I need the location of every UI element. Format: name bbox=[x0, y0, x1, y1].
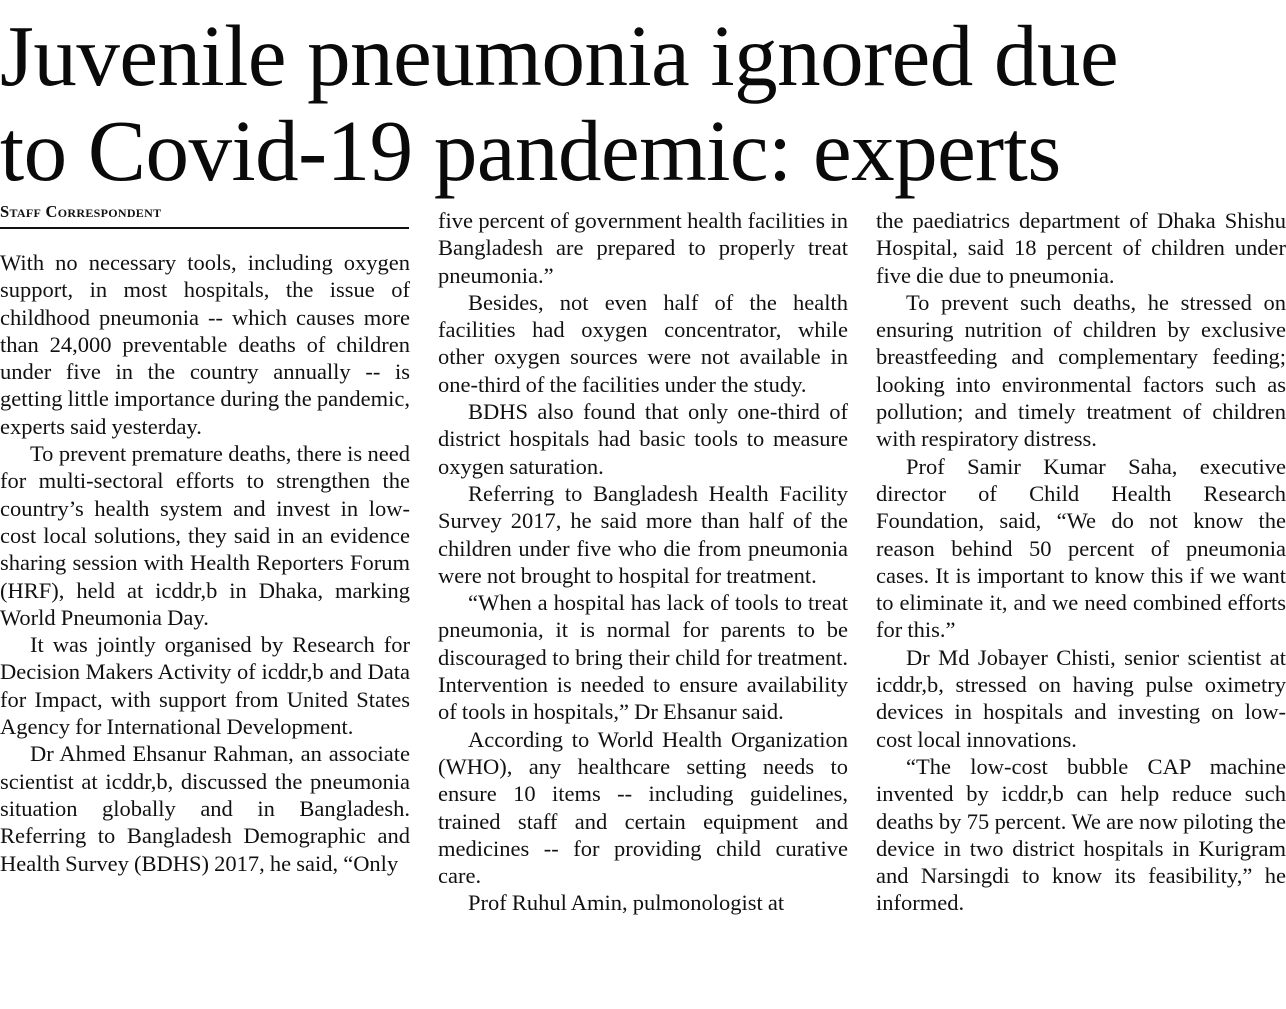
paragraph: Prof Samir Kumar Saha, executive director of Child Health Research Foundation, said, “We do not know the reason behind 50 percent of pneumonia cases. It is important to know this if we want to eliminate it, and we need combined efforts for this.” bbox=[876, 453, 1286, 643]
paragraph-continued: five percent of government health facilities in Bangladesh are prepared to properly treat pneumonia.” bbox=[438, 208, 848, 288]
paragraph: To prevent such deaths, he stressed on ensuring nutrition of children by exclusive breastfeeding and complementary feeding; looking into environmental factors such as pollution; and timely treatment of children with respiratory distress. bbox=[876, 289, 1286, 452]
paragraph: It was jointly organised by Research for Decision Makers Activity of icddr,b and Data for Impact, with support from United States Agency for International Development. bbox=[0, 632, 410, 740]
paragraph: “When a hospital has lack of tools to treat pneumonia, it is normal for parents to be discouraged to bring their child for treatment. Intervention is needed to ensure availability of tools in hospitals,” Dr Ehsanur said. bbox=[438, 590, 848, 725]
paragraph-continued: the paediatrics department of Dhaka Shishu Hospital, said 18 percent of children under five die due to pneumonia. bbox=[876, 208, 1286, 288]
paragraph: With no necessary tools, including oxygen support, in most hospitals, the issue of childhood pneumonia -- which causes more than 24,000 preventable deaths of children under five in the country annually -- is getting little importance during the pandemic, experts said yesterday. bbox=[0, 250, 410, 439]
paragraph: To prevent premature deaths, there is need for multi-sectoral efforts to strengthen the country’s health system and invest in low-cost local solutions, they said in an evidence sharing session with Health Reporters Forum (HRF), held at icddr,b in Dhaka, marking World Pneumonia Day. bbox=[0, 441, 410, 630]
paragraph: Prof Ruhul Amin, pulmonologist at bbox=[468, 890, 785, 916]
article-column-1 bbox=[0, 249, 410, 877]
headline-line-2: to Covid-19 pandemic: experts bbox=[0, 102, 1061, 199]
paragraph: Referring to Bangladesh Health Facility Survey 2017, he said more than half of the children under five who die from pneumonia were not brought to hospital for treatment. bbox=[438, 480, 848, 588]
paragraph: Besides, not even half of the health facilities had oxygen concentrator, while other oxygen sources were not available in one-third of the facilities under the study. bbox=[438, 289, 848, 397]
paragraph: “The low-cost bubble CAP machine invented by icddr,b can help reduce such deaths by 75 percent. We are now piloting the device in two district hospitals in Kurigram and Narsingdi to know its feasibility,” he informed. bbox=[876, 753, 1286, 916]
article-column-2 bbox=[438, 207, 848, 917]
headline-line-1: Juvenile pneumonia ignored due bbox=[0, 7, 1119, 104]
paragraph: BDHS also found that only one-third of district hospitals had basic tools to measure oxygen saturation. bbox=[438, 399, 848, 479]
paragraph: Dr Md Jobayer Chisti, senior scientist at icddr,b, stressed on having pulse oximetry devices in hospitals and investing on low-cost local innovations. bbox=[876, 644, 1286, 752]
byline: Staff Correspondent bbox=[0, 202, 409, 229]
paragraph: Dr Ahmed Ehsanur Rahman, an associate scientist at icddr,b, discussed the pneumonia situation globally and in Bangladesh. Referring to Bangladesh Demographic and Health Survey (BDHS) 2017, he said, “Only bbox=[0, 741, 410, 876]
paragraph: According to World Health Organization (WHO), any healthcare setting needs to ensure 10 items -- including guidelines, trained staff and certain equipment and medicines -- for providing child curative care. bbox=[438, 726, 848, 889]
headline bbox=[0, 8, 1286, 198]
article-column-3 bbox=[876, 207, 1286, 917]
